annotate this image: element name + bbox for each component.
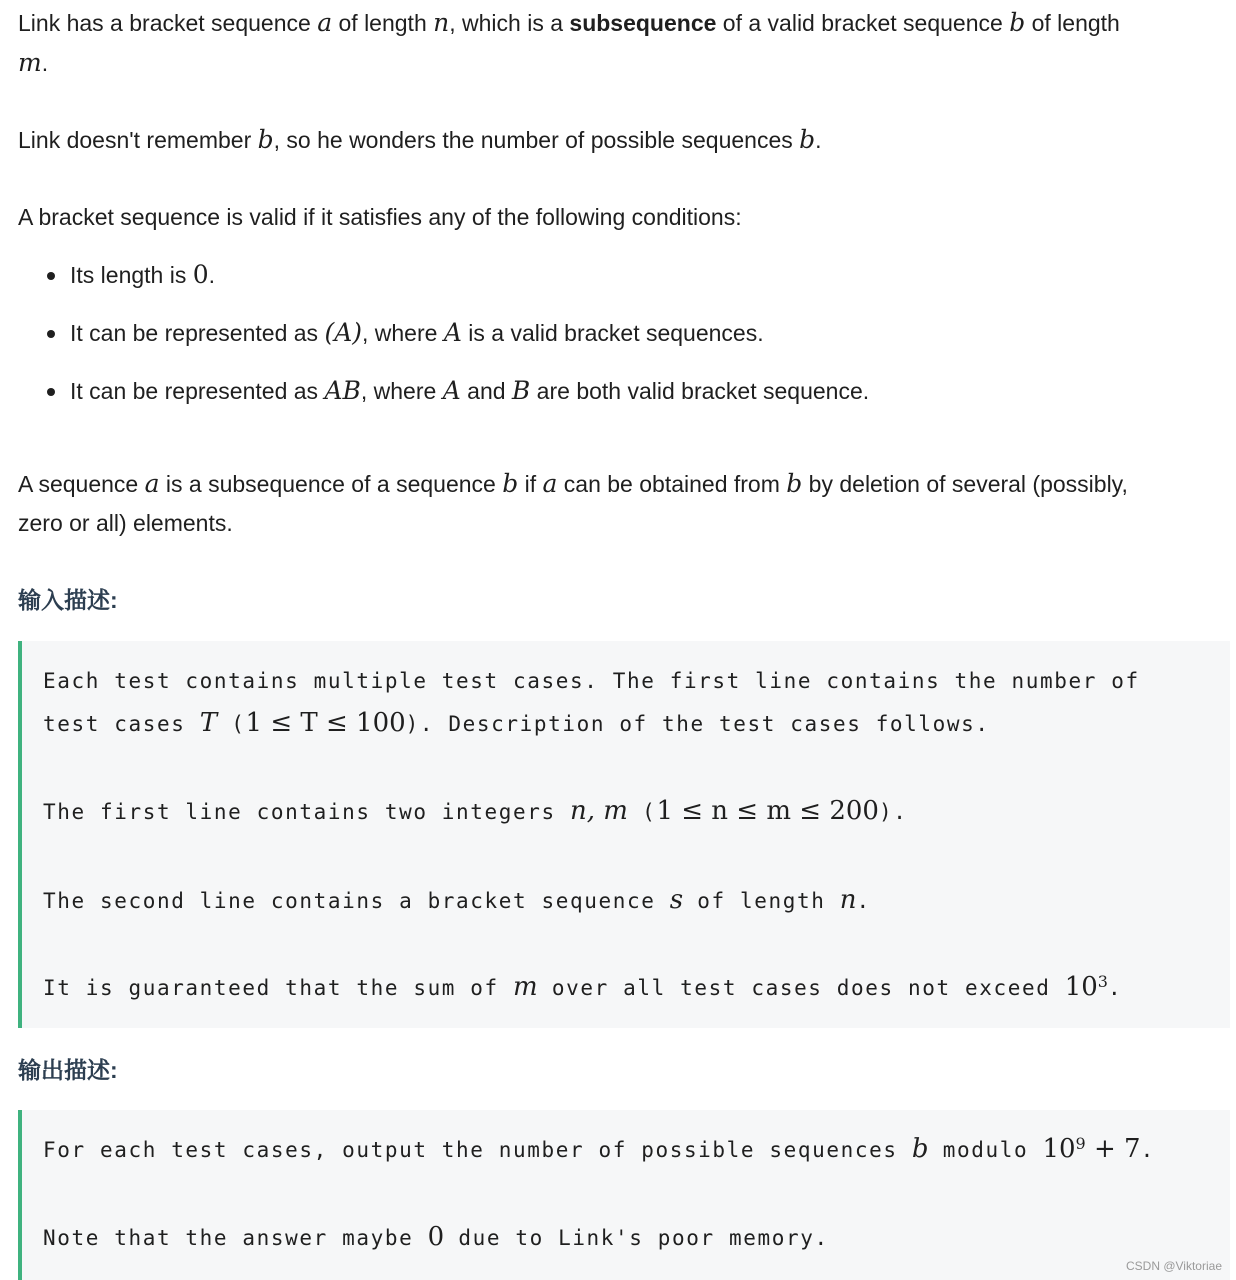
input-description-heading: 输入描述: — [18, 587, 118, 613]
output-line-1: For each test cases, output the number of possible sequences b modulo $10^9 + 7$. — [43, 1134, 1155, 1164]
math-exponent: 9 — [1075, 1134, 1086, 1153]
list-item: It can be represented as (A), where A is a valid bracket sequences. — [18, 304, 1230, 362]
math-n: n — [839, 885, 857, 915]
math-A: A — [443, 318, 462, 347]
math-n: n — [433, 8, 450, 37]
math-nm-range: 1 ≤ n ≤ m ≤ 200 — [656, 796, 879, 826]
input-description-box — [18, 641, 1230, 1028]
math-m: m — [513, 972, 538, 1002]
list-item: Its length is 0. — [18, 246, 1230, 304]
bold-subsequence: subsequence — [569, 10, 717, 36]
math-nm: n, m — [570, 796, 628, 826]
math-m: m — [18, 48, 42, 77]
input-line-3: The first line contains two integers n, m (1 ≤ n ≤ m ≤ 200). — [43, 796, 908, 826]
math-b: b — [799, 125, 816, 154]
input-line-4: The second line contains a bracket sequence s of length n. — [43, 885, 871, 915]
math-plus-seven: + 7 — [1085, 1134, 1141, 1164]
math-AB: AB — [324, 376, 361, 405]
math-b: b — [786, 469, 803, 498]
math-a: a — [317, 8, 333, 37]
output-line-2: Note that the answer maybe 0 due to Link's poor memory. — [43, 1222, 829, 1252]
math-a: a — [144, 469, 160, 498]
math-A: A — [442, 376, 461, 405]
math-B: B — [511, 376, 531, 405]
output-description-box — [18, 1110, 1230, 1280]
math-b: b — [911, 1134, 929, 1164]
math-T: T — [199, 708, 218, 738]
math-ten: 10 — [1064, 972, 1098, 1002]
watermark: CSDN @Viktoriae — [1126, 1259, 1222, 1273]
intro-paragraph-2: Link doesn't remember b, so he wonders the number of possible sequences b. — [18, 125, 822, 154]
math-zero: 0 — [192, 260, 209, 289]
input-line-5: It is guaranteed that the sum of m over all test cases does not exceed $10^3$. — [43, 972, 1123, 1002]
math-a: a — [542, 469, 558, 498]
input-line-1: Each test contains multiple test cases. The first line contains the number of — [43, 669, 1140, 693]
intro-paragraph-1: Link has a bracket sequence a of length n, which is a subsequence of a valid bracket sequence b of length m. — [18, 8, 1120, 77]
math-b: b — [1009, 8, 1026, 37]
math-exponent: 3 — [1097, 972, 1108, 991]
intro-paragraph-3: A bracket sequence is valid if it satisfies any of the following conditions: — [18, 204, 742, 230]
input-line-2: test cases T (1 ≤ T ≤ 100). Description of the test cases follows. — [43, 708, 990, 738]
validity-conditions-list — [18, 246, 1230, 420]
math-T-range: 1 ≤ T ≤ 100 — [245, 708, 406, 738]
math-b: b — [257, 125, 274, 154]
math-paren-a: (A) — [324, 318, 362, 347]
math-zero: 0 — [427, 1222, 445, 1252]
math-ten: 10 — [1042, 1134, 1076, 1164]
output-description-heading: 输出描述: — [18, 1057, 118, 1083]
intro-paragraph-4: A sequence a is a subsequence of a sequence b if a can be obtained from b by deletion of several (possibly, zero or all) elements. — [18, 469, 1128, 536]
list-item: It can be represented as AB, where A and B are both valid bracket sequence. — [18, 362, 1230, 420]
math-s: s — [669, 885, 684, 915]
math-b: b — [502, 469, 519, 498]
